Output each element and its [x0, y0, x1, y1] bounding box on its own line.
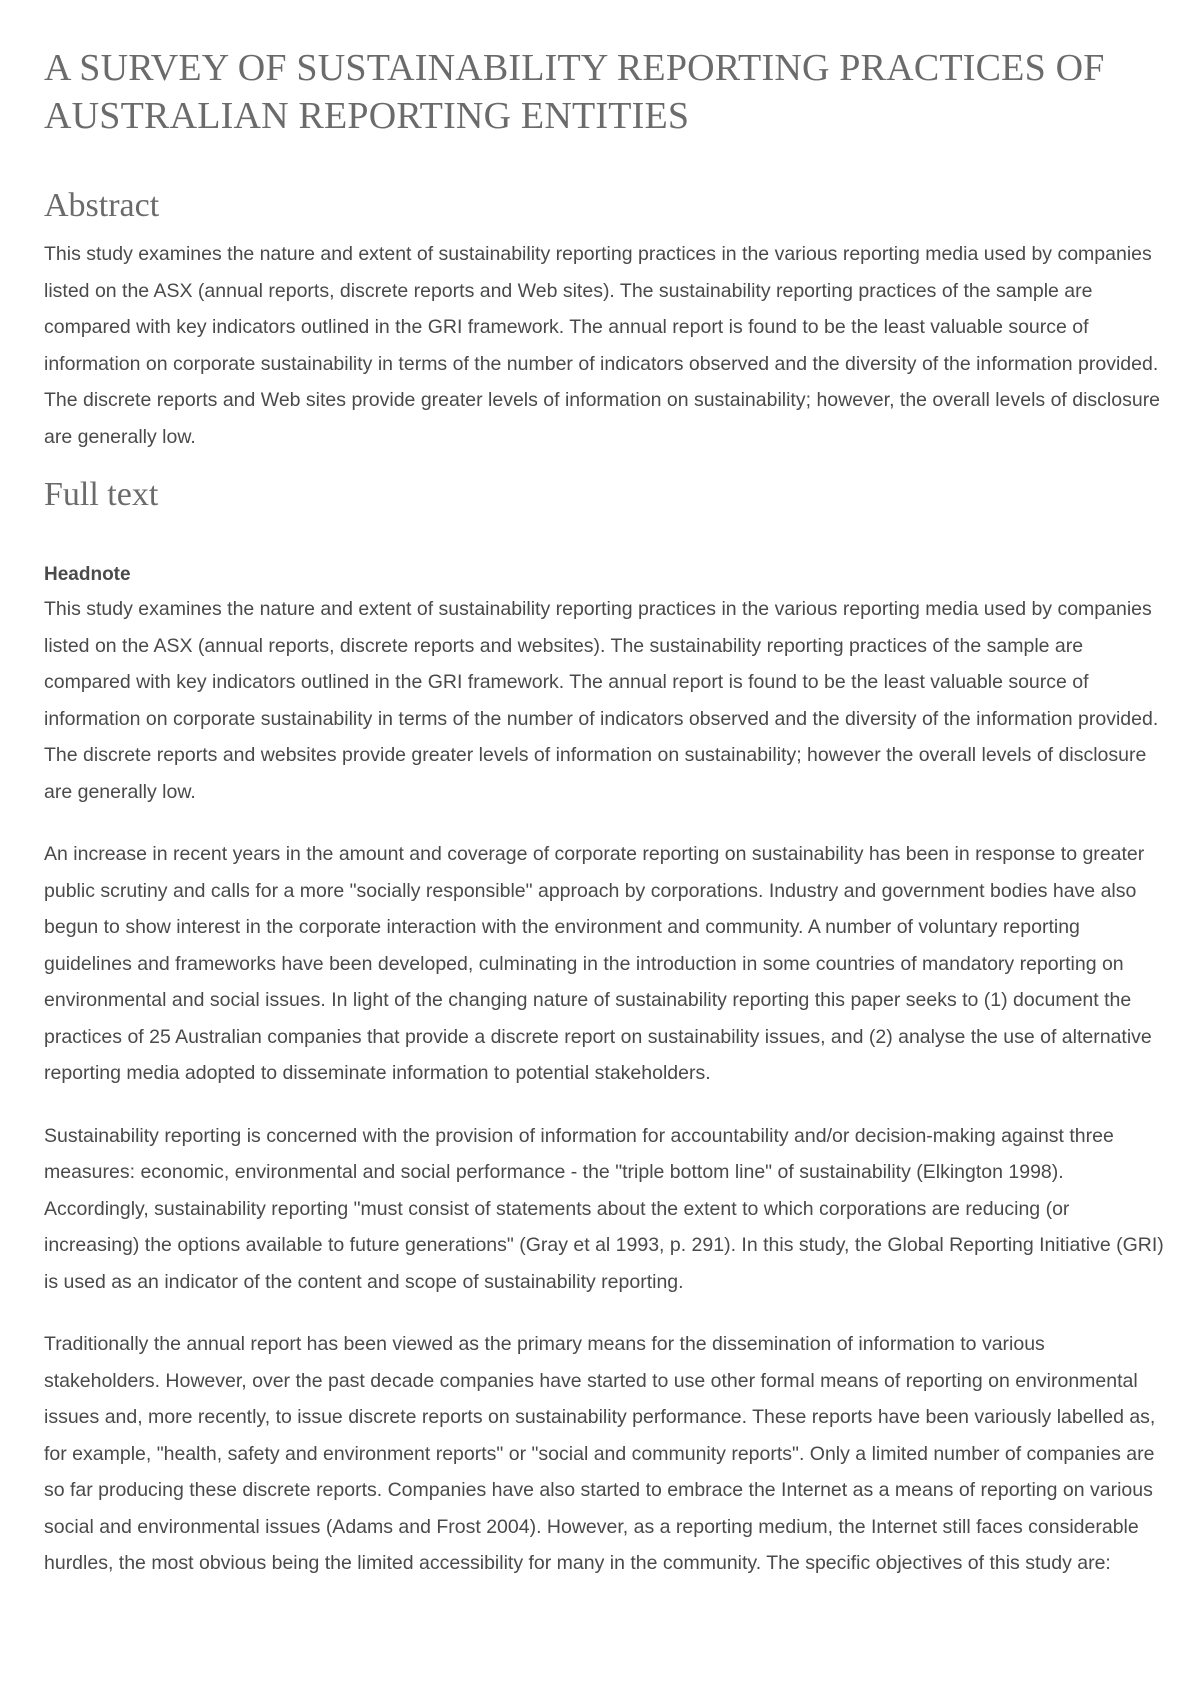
document-title: A SURVEY OF SUSTAINABILITY REPORTING PRACTICES OF AUSTRALIAN REPORTING ENTITIES [44, 47, 1105, 137]
full-text-heading: Full text [44, 476, 159, 513]
body-paragraph: An increase in recent years in the amount and coverage of corporate reporting on sustainability has been in response to greater public scrutiny and calls for a more "socially responsible" approach by corporations. Industry and government bodies have also begun to show interest in the corporate interaction with the environment and community. A number of voluntary reporting guidelines and frameworks have been developed, culminating in the introduction in some countries of mandatory reporting on environmental and social issues. In light of the changing nature of sustainability reporting this paper seeks to (1) document the practices of 25 Australian companies that provide a discrete report on sustainability issues, and (2) analyse the use of alternative reporting media adopted to disseminate information to potential stakeholders. [44, 843, 1152, 1084]
body-paragraph: Traditionally the annual report has been viewed as the primary means for the dissemination of information to various stakeholders. However, over the past decade companies have started to use other formal means of reporting on environmental issues and, more recently, to issue discrete reports on sustainability performance. These reports have been variously labelled as, for example, "health, safety and environment reports" or "social and community reports". Only a limited number of companies are so far producing these discrete reports. Companies have also started to embrace the Internet as a means of reporting on various social and environmental issues (Adams and Frost 2004). However, as a reporting medium, the Internet still faces considerable hurdles, the most obvious being the limited accessibility for many in the community. The specific objectives of this study are: [44, 1333, 1156, 1574]
body-paragraph: Sustainability reporting is concerned with the provision of information for accountability and/or decision-making against three measures: economic, environmental and social performance - the "triple bottom line" of sustainability (Elkington 1998). Accordingly, sustainability reporting "must consist of statements about the extent to which corporations are reducing (or increasing) the options available to future generations" (Gray et al 1993, p. 291). In this study, the Global Reporting Initiative (GRI) is used as an indicator of the content and scope of sustainability reporting. [44, 1124, 1164, 1293]
document-page [44, 44, 1164, 1608]
headnote-text: This study examines the nature and extent of sustainability reporting practices in the various reporting media used by companies listed on the ASX (annual reports, discrete reports and websites). The sustainability reporting practices of the sample are compared with key indicators outlined in the GRI framework. The annual report is found to be the least valuable source of information on corporate sustainability in terms of the number of indicators observed and the diversity of the information provided. The discrete reports and websites provide greater levels of information on sustainability; however the overall levels of disclosure are generally low. [44, 598, 1159, 803]
abstract-heading: Abstract [44, 187, 160, 224]
abstract-text: This study examines the nature and extent of sustainability reporting practices in the various reporting media used by companies listed on the ASX (annual reports, discrete reports and Web sites). The sustainability reporting practices of the sample are compared with key indicators outlined in the GRI framework. The annual report is found to be the least valuable source of information on corporate sustainability in terms of the number of indicators observed and the diversity of the information provided. The discrete reports and Web sites provide greater levels of information on sustainability; however, the overall levels of disclosure are generally low. [44, 243, 1161, 448]
headnote-label: Headnote [44, 564, 131, 585]
